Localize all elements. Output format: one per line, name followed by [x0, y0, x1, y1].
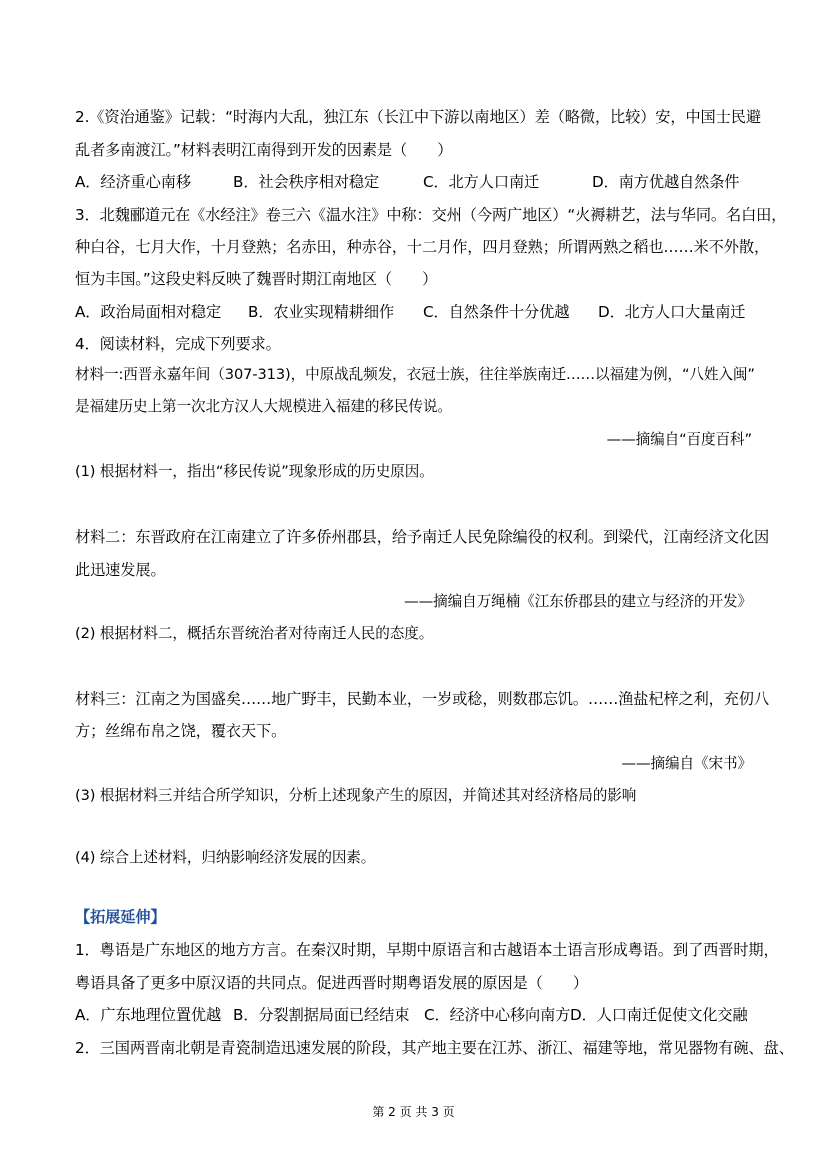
extension-heading: 【拓展延伸】 [75, 908, 166, 926]
q2-stem-line2: 乱者多南渡江。”材料表明江南得到开发的因素是（ ） [75, 141, 453, 159]
q3-stem-line3: 恒为丰国。”这段史料反映了魏晋时期江南地区（ ） [75, 270, 438, 288]
page-number-footer: 第 2 页 共 3 页 [372, 1105, 455, 1119]
q4-subquestion2: (2) 根据材料二，概括东晋统治者对待南迁人民的态度。 [75, 625, 434, 642]
q4-material3-line1: 材料三：江南之为国盛矣……地广野丰，民勤本业，一岁或稔，则数郡忘饥。……渔盐杞梓之利，充仞八 [75, 690, 770, 708]
q4-subquestion3: (3) 根据材料三并结合所学知识，分析上述现象产生的原因，并简述其对经济格局的影响 [75, 787, 637, 804]
ext-q1-option-c: C．经济中心移向南方 [424, 1006, 571, 1024]
q3-stem-line2: 种白谷，七月大作，十月登熟；名赤田，种赤谷，十二月作，四月登熟；所谓两熟之稻也……米不外散， [75, 238, 770, 256]
ext-q1-option-a: A．广东地理位置优越 [75, 1006, 222, 1024]
q4-subquestion1: (1) 根据材料一，指出“移民传说”现象形成的历史原因。 [75, 463, 434, 480]
q4-material2-line2: 此迅速发展。 [75, 561, 166, 579]
q4-material3-line2: 方；丝绵布帛之饶，覆衣天下。 [75, 722, 287, 740]
q4-material1-line1: 材料一:西晋永嘉年间（307-313)，中原战乱频发，衣冠士族，往往举族南迁……以福建为例，“八姓入闽” [75, 366, 755, 383]
q4-material3-source: ——摘编自《宋书》 [621, 755, 752, 772]
ext-q1-line2: 粤语具备了更多中原汉语的共同点。促进西晋时期粤语发展的原因是（ ） [75, 974, 588, 992]
q3-option-b: B．农业实现精耕细作 [248, 303, 395, 321]
q2-option-a: A．经济重心南移 [75, 173, 191, 191]
ext-q1-options [75, 1005, 765, 1025]
q3-option-a: A．政治局面相对稳定 [75, 303, 222, 321]
q4-material1-line2: 是福建历史上第一次北方汉人大规模进入福建的移民传说。 [75, 398, 452, 415]
ext-q1-line1: 1．粤语是广东地区的地方方言。在秦汉时期，早期中原语言和古越语本土语言形成粤语。到了西晋时期， [75, 941, 779, 959]
q2-options [75, 172, 765, 192]
q2-option-d: D．南方优越自然条件 [592, 173, 740, 191]
ext-q1-option-d: D．人口南迁促使文化交融 [570, 1006, 748, 1024]
q4-material1-source: ——摘编自“百度百科” [606, 431, 752, 448]
ext-q1-option-b: B．分裂割据局面已经结束 [233, 1006, 410, 1024]
q4-material2-source: ——摘编自万绳楠《江东侨郡县的建立与经济的开发》 [404, 593, 752, 610]
q3-option-c: C．自然条件十分优越 [423, 303, 570, 321]
q3-stem-line1: 3．北魏郦道元在《水经注》卷三六《温水注》中称：交州（今两广地区）“火褥耕艺，法与华同。名白田， [75, 206, 787, 224]
q2-option-b: B．社会秩序相对稳定 [233, 173, 380, 191]
q3-options [75, 302, 765, 322]
q4-material2-line1: 材料二：东晋政府在江南建立了许多侨州郡县，给予南迁人民免除编役的权利。到梁代，江南经济文化因 [75, 528, 770, 546]
q4-subquestion4: (4) 综合上述材料，归纳影响经济发展的因素。 [75, 849, 376, 866]
q2-stem-line1: 2.《资治通鉴》记载：“时海内大乱，独江东（长江中下游以南地区）差（略微，比较）安，中国士民避 [75, 108, 761, 126]
ext-q2-line1: 2．三国两晋南北朝是青瓷制造迅速发展的阶段，其产地主要在江苏、浙江、福建等地，常见器物有碗、盘、 [75, 1039, 794, 1057]
q4-intro: 4．阅读材料，完成下列要求。 [75, 335, 281, 353]
q3-option-d: D．北方人口大量南迁 [598, 303, 746, 321]
q2-option-c: C．北方人口南迁 [423, 173, 540, 191]
